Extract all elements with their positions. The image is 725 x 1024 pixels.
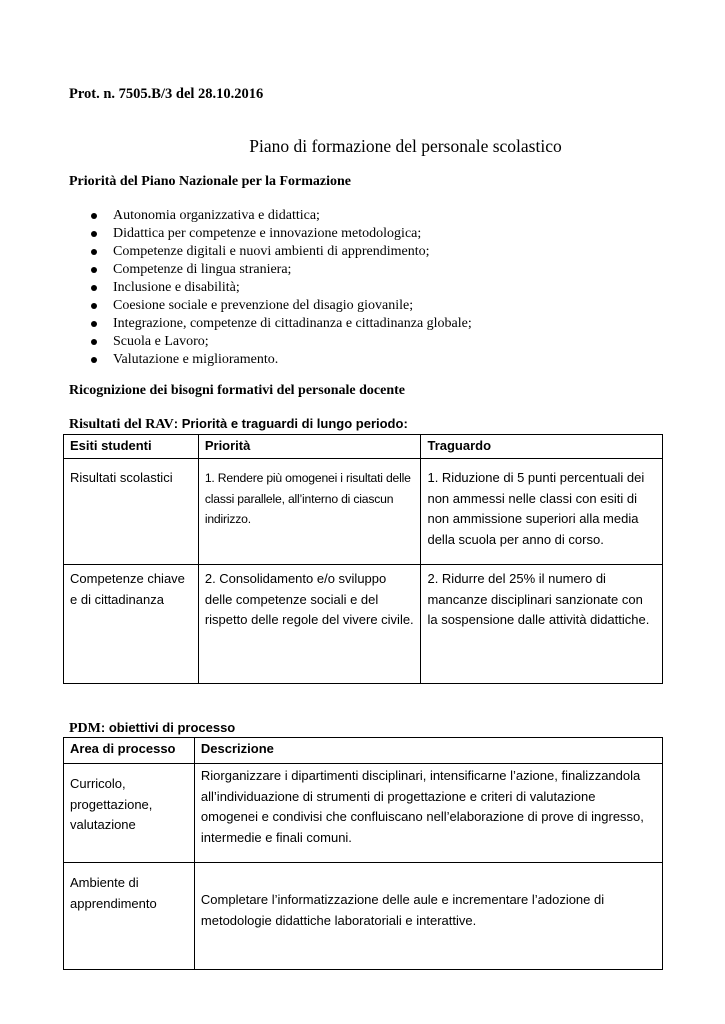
pdm-table — [63, 737, 663, 970]
priorities-list — [69, 207, 472, 369]
priority-text: Didattica per competenze e innovazione metodologica; — [113, 226, 422, 241]
list-item — [69, 243, 472, 261]
header-traguardo: Traguardo — [421, 435, 663, 459]
table-row — [64, 459, 663, 565]
rav-heading — [69, 416, 408, 433]
priority-text: Coesione sociale e prevenzione del disagio giovanile; — [113, 298, 414, 313]
bullet-icon — [91, 267, 97, 273]
pdm-heading-suffix: : obiettivi di processo — [100, 720, 236, 735]
pdm-heading-prefix: PDM — [69, 721, 101, 736]
list-item — [69, 315, 472, 333]
table-row — [64, 764, 663, 863]
table-header-row — [64, 435, 663, 459]
list-item — [69, 333, 472, 351]
cell-traguardo: 2. Ridurre del 25% il numero di mancanze disciplinari sanzionate con la sospensione dalle attività didattiche. — [421, 565, 663, 684]
cell-area: Ambiente di apprendimento — [64, 863, 195, 970]
list-item — [69, 207, 472, 225]
needs-heading: Ricognizione dei bisogni formativi del personale docente — [69, 383, 405, 398]
priority-text: Integrazione, competenze di cittadinanza e cittadinanza globale; — [113, 316, 472, 331]
bullet-icon — [91, 321, 97, 327]
bullet-icon — [91, 303, 97, 309]
cell-esiti: Risultati scolastici — [64, 459, 199, 565]
header-priorita: Priorità — [198, 435, 421, 459]
table-header-row — [64, 738, 663, 764]
cell-priorita: 1. Rendere più omogenei i risultati delle classi parallele, all’interno di ciascun indirizzo. — [198, 459, 421, 565]
cell-descrizione: Completare l’informatizzazione delle aule e incrementare l’adozione di metodologie didattiche laboratoriali e interattive. — [194, 863, 662, 970]
bullet-icon — [91, 285, 97, 291]
bullet-icon — [91, 213, 97, 219]
priority-text: Competenze digitali e nuovi ambienti di apprendimento; — [113, 244, 430, 259]
cell-esiti: Competenze chiave e di cittadinanza — [64, 565, 199, 684]
header-area: Area di processo — [64, 738, 195, 764]
bullet-icon — [91, 231, 97, 237]
pdm-heading — [69, 720, 235, 737]
header-esiti: Esiti studenti — [64, 435, 199, 459]
priorities-heading: Priorità del Piano Nazionale per la Formazione — [69, 174, 352, 189]
rav-heading-prefix: Risultati del RAV — [69, 417, 174, 432]
list-item — [69, 297, 472, 315]
table-row — [64, 863, 663, 970]
cell-descrizione: Riorganizzare i dipartimenti disciplinari, intensificarne l’azione, finalizzandola all’individuazione di strumenti di progettazione e criteri di valutazione omogenei e condivisi che confluiscano nell’elaborazione di prove di ingresso, intermedie e finali comuni. — [194, 764, 662, 863]
table-row — [64, 565, 663, 684]
list-item — [69, 225, 472, 243]
cell-area: Curricolo, progettazione, valutazione — [64, 764, 195, 863]
list-item — [69, 261, 472, 279]
rav-table — [63, 434, 663, 684]
priority-text: Competenze di lingua straniera; — [113, 262, 292, 277]
bullet-icon — [91, 357, 97, 363]
priority-text: Scuola e Lavoro; — [113, 334, 209, 349]
rav-heading-suffix: : Priorità e traguardi di lungo periodo: — [173, 416, 408, 431]
cell-traguardo: 1. Riduzione di 5 punti percentuali dei non ammessi nelle classi con esiti di non ammissione superiori alla media della scuola per anno di corso. — [421, 459, 663, 565]
protocol-number: Prot. n. 7505.B/3 del 28.10.2016 — [69, 86, 264, 102]
header-descrizione: Descrizione — [194, 738, 662, 764]
document-title: Piano di formazione del personale scolastico — [249, 136, 562, 156]
bullet-icon — [91, 249, 97, 255]
bullet-icon — [91, 339, 97, 345]
priority-text: Autonomia organizzativa e didattica; — [113, 208, 320, 223]
priority-text: Inclusione e disabilità; — [113, 280, 240, 295]
list-item — [69, 279, 472, 297]
priority-text: Valutazione e miglioramento. — [113, 352, 279, 367]
cell-priorita: 2. Consolidamento e/o sviluppo delle competenze sociali e del rispetto delle regole del vivere civile. — [198, 565, 421, 684]
list-item — [69, 351, 472, 369]
